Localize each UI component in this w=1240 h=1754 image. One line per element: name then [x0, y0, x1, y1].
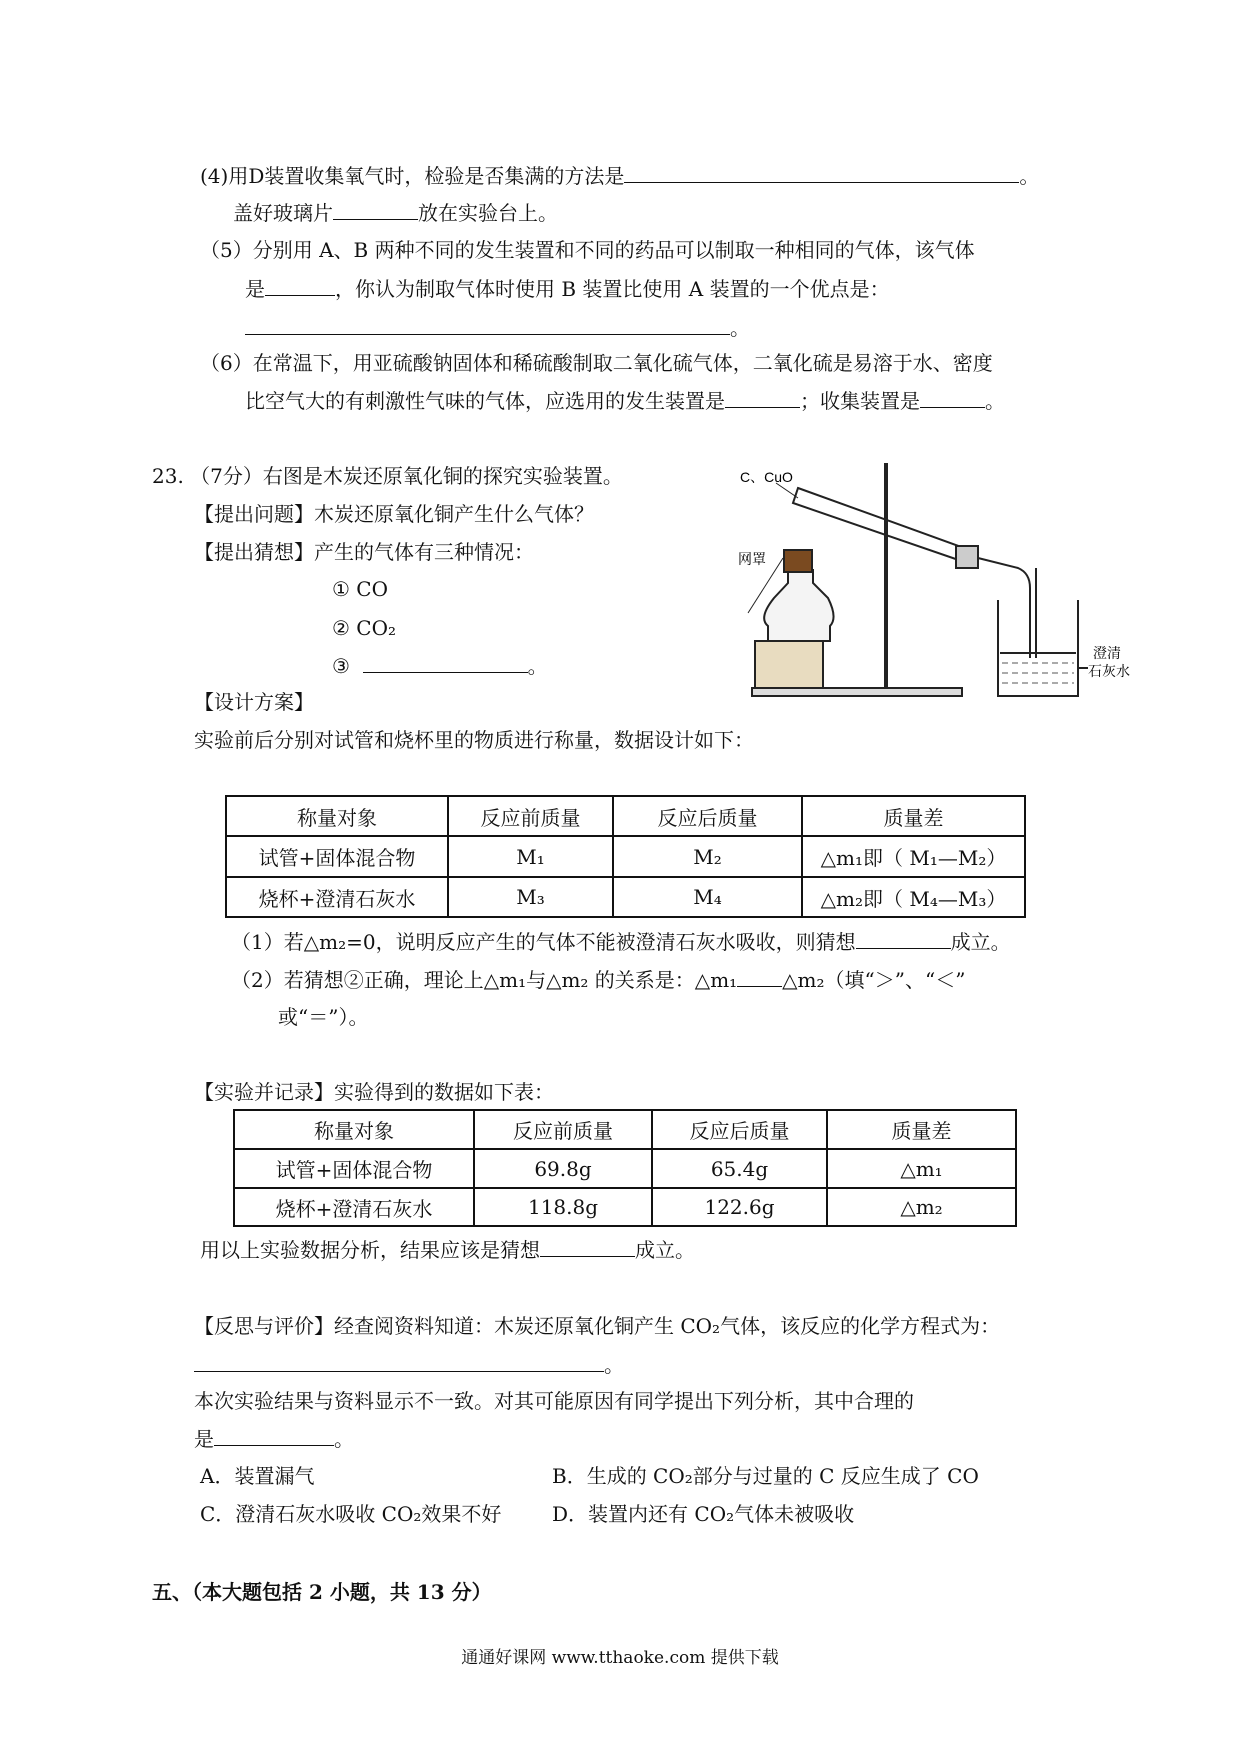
apparatus-figure — [738, 458, 1138, 703]
header-cell: 质量差 — [802, 796, 1025, 836]
q23-intro: 23. （7分）右图是木炭还原氧化铜的探究实验装置。 — [152, 464, 623, 488]
q23-sub1: （1）若△m₂=0，说明反应产生的气体不能被澄清石灰水吸收，则猜想 成立。 — [231, 930, 1011, 954]
table-row — [226, 877, 1025, 917]
q23-design-desc: 实验前后分别对试管和烧杯里的物质进行称量，数据设计如下： — [194, 728, 754, 752]
section-5-heading: 五、（本大题包括 2 小题，共 13 分） — [152, 1580, 492, 1604]
header-cell: 反应前质量 — [474, 1110, 652, 1149]
choice-c: C．澄清石灰水吸收 CO₂效果不好 — [200, 1502, 502, 1526]
q23-reason-answer: 是 。 — [194, 1427, 354, 1451]
label-limewater-2: 石灰水 — [1088, 663, 1130, 679]
cell: M₄ — [613, 877, 802, 917]
table-row — [234, 1188, 1016, 1226]
cell: △m₂ — [827, 1188, 1016, 1226]
header-cell: 称量对象 — [234, 1110, 474, 1149]
cell: 65.4g — [652, 1149, 827, 1188]
header-cell: 反应前质量 — [448, 796, 613, 836]
cell: 烧杯+澄清石灰水 — [226, 877, 448, 917]
q23-record: 【实验并记录】实验得到的数据如下表： — [194, 1080, 554, 1104]
q23-reflect: 【反思与评价】经查阅资料知道：木炭还原氧化铜产生 CO₂气体，该反应的化学方程式为： — [194, 1314, 1001, 1338]
q22-part6-line2: 比空气大的有刺激性气味的气体，应选用的发生装置是 ；收集装置是 。 — [245, 389, 1005, 413]
q23-sub2-cont: 或“＝”）。 — [278, 1005, 369, 1029]
q23-option-1: ① CO — [332, 577, 388, 601]
cell: 118.8g — [474, 1188, 652, 1226]
choice-d: D．装置内还有 CO₂气体未被吸收 — [552, 1502, 855, 1526]
q22-part4-line1: (4)用D装置收集氧气时，检验是否集满的方法是 。 — [200, 164, 1040, 188]
q22-part5-line1: （5）分别用 A、B 两种不同的发生装置和不同的药品可以制取一种相同的气体，该气体 — [200, 238, 975, 262]
q22-part6-line1: （6）在常温下，用亚硫酸钠固体和稀硫酸制取二氧化硫气体，二氧化硫是易溶于水、密度 — [200, 351, 993, 375]
q23-sub2: （2）若猜想②正确，理论上△m₁与△m₂ 的关系是：△m₁ △m₂（填“＞”、“＜” — [231, 968, 966, 992]
footer: 通通好课网 www.tthaoke.com 提供下载 — [461, 1648, 779, 1668]
label-reactants: C、CuO — [740, 469, 793, 485]
design-table — [225, 795, 1026, 918]
cell: M₁ — [448, 836, 613, 877]
cell: M₃ — [448, 877, 613, 917]
label-limewater-1: 澄清 — [1093, 645, 1121, 661]
header-cell: 称量对象 — [226, 796, 448, 836]
choice-a: A．装置漏气 — [200, 1464, 315, 1488]
cell: 烧杯+澄清石灰水 — [234, 1188, 474, 1226]
result-table — [233, 1109, 1017, 1227]
q23-option-2: ② CO₂ — [332, 616, 397, 640]
header-cell: 质量差 — [827, 1110, 1016, 1149]
header-cell: 反应后质量 — [652, 1110, 827, 1149]
cell: 69.8g — [474, 1149, 652, 1188]
q23-reason: 本次实验结果与资料显示不一致。对其可能原因有同学提出下列分析，其中合理的 — [194, 1389, 914, 1413]
header-cell: 反应后质量 — [613, 796, 802, 836]
q23-design-heading: 【设计方案】 — [194, 690, 314, 714]
cell: △m₁ — [827, 1149, 1016, 1188]
q23-option-3: ③ 。 — [332, 654, 548, 678]
label-mesh: 网罩 — [738, 551, 766, 567]
cell: △m₁即（ M₁—M₂） — [802, 836, 1025, 877]
q23-equation-line: 。 — [194, 1351, 624, 1378]
table-row — [234, 1149, 1016, 1188]
cell: 试管+固体混合物 — [234, 1149, 474, 1188]
q22-part5-line2: 是 ，你认为制取气体时使用 B 装置比使用 A 装置的一个优点是： — [245, 277, 890, 301]
q22-part5-line3: 。 — [245, 314, 750, 341]
cell: 122.6g — [652, 1188, 827, 1226]
table-row — [226, 836, 1025, 877]
q23-question: 【提出问题】木炭还原氧化铜产生什么气体？ — [194, 502, 594, 526]
q22-part4-line2: 盖好玻璃片 放在实验台上。 — [233, 201, 558, 225]
q23-analysis: 用以上实验数据分析，结果应该是猜想 成立。 — [200, 1238, 695, 1262]
cell: M₂ — [613, 836, 802, 877]
q23-guess: 【提出猜想】产生的气体有三种情况： — [194, 540, 534, 564]
cell: 试管+固体混合物 — [226, 836, 448, 877]
cell: △m₂即（ M₄—M₃） — [802, 877, 1025, 917]
choice-b: B．生成的 CO₂部分与过量的 C 反应生成了 CO — [552, 1464, 979, 1488]
